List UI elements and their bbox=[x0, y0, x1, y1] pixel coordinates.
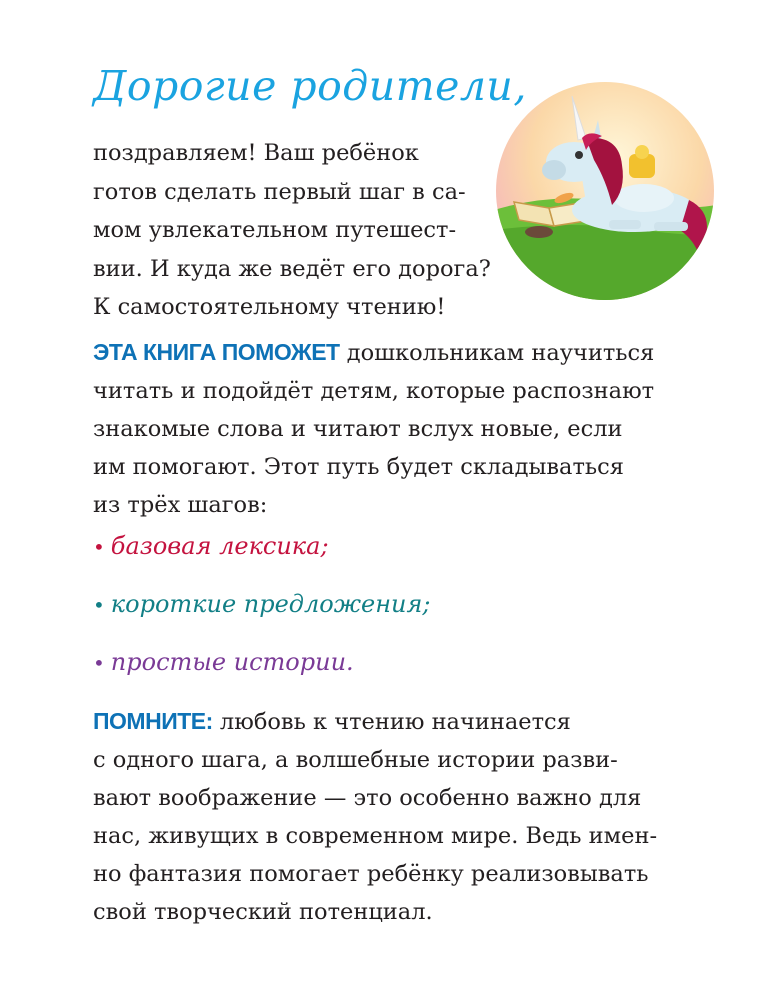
book-paragraph bbox=[93, 333, 693, 524]
page-title: Дорогие родители, bbox=[93, 62, 527, 110]
book-line: читать и подойдёт детям, которые распознают bbox=[93, 378, 655, 404]
remember-line-text: любовь к чтению начинается bbox=[212, 709, 571, 735]
step-item bbox=[93, 532, 430, 590]
remember-line: вают воображение — это особенно важно для bbox=[93, 785, 642, 811]
step-text: простые истории. bbox=[110, 648, 354, 676]
book-line: знакомые слова и читают вслух новые, если bbox=[93, 416, 623, 442]
remember-line bbox=[93, 702, 693, 741]
step-item bbox=[93, 648, 430, 706]
remember-lead: ПОМНИТЕ: bbox=[93, 708, 213, 734]
steps-list bbox=[93, 532, 430, 706]
remember-line: нас, живущих в современном мире. Ведь имен- bbox=[93, 823, 658, 849]
intro-line: К самостоятельному чтению! bbox=[93, 294, 446, 320]
unicorn-reading-illustration bbox=[494, 80, 716, 302]
step-text: короткие предложения; bbox=[110, 590, 431, 618]
bullet-icon: • bbox=[93, 535, 105, 559]
book-lead: ЭТА КНИГА ПОМОЖЕТ bbox=[93, 339, 340, 365]
remember-line: но фантазия помогает ребёнку реализовывать bbox=[93, 861, 649, 887]
bullet-icon: • bbox=[93, 651, 105, 675]
step-item bbox=[93, 590, 430, 648]
intro-line: готов сделать первый шаг в са- bbox=[93, 178, 466, 205]
book-line bbox=[93, 333, 693, 372]
intro-line: мом увлекательном путешест- bbox=[93, 217, 457, 243]
book-line-text: дошкольникам научиться bbox=[339, 340, 655, 366]
step-text: базовая лексика; bbox=[110, 532, 329, 560]
bullet-icon: • bbox=[93, 593, 105, 617]
intro-line: поздравляем! Ваш ребёнок bbox=[93, 140, 419, 166]
remember-paragraph bbox=[93, 702, 693, 931]
remember-line: с одного шага, а волшебные истории разви- bbox=[93, 747, 618, 773]
book-line: из трёх шагов: bbox=[93, 492, 268, 518]
book-line: им помогают. Этот путь будет складываться bbox=[93, 454, 624, 480]
intro-line: вии. И куда же ведёт его дорога? bbox=[93, 255, 491, 282]
remember-line: свой творческий потенциал. bbox=[93, 899, 433, 925]
intro-paragraph bbox=[93, 134, 503, 327]
